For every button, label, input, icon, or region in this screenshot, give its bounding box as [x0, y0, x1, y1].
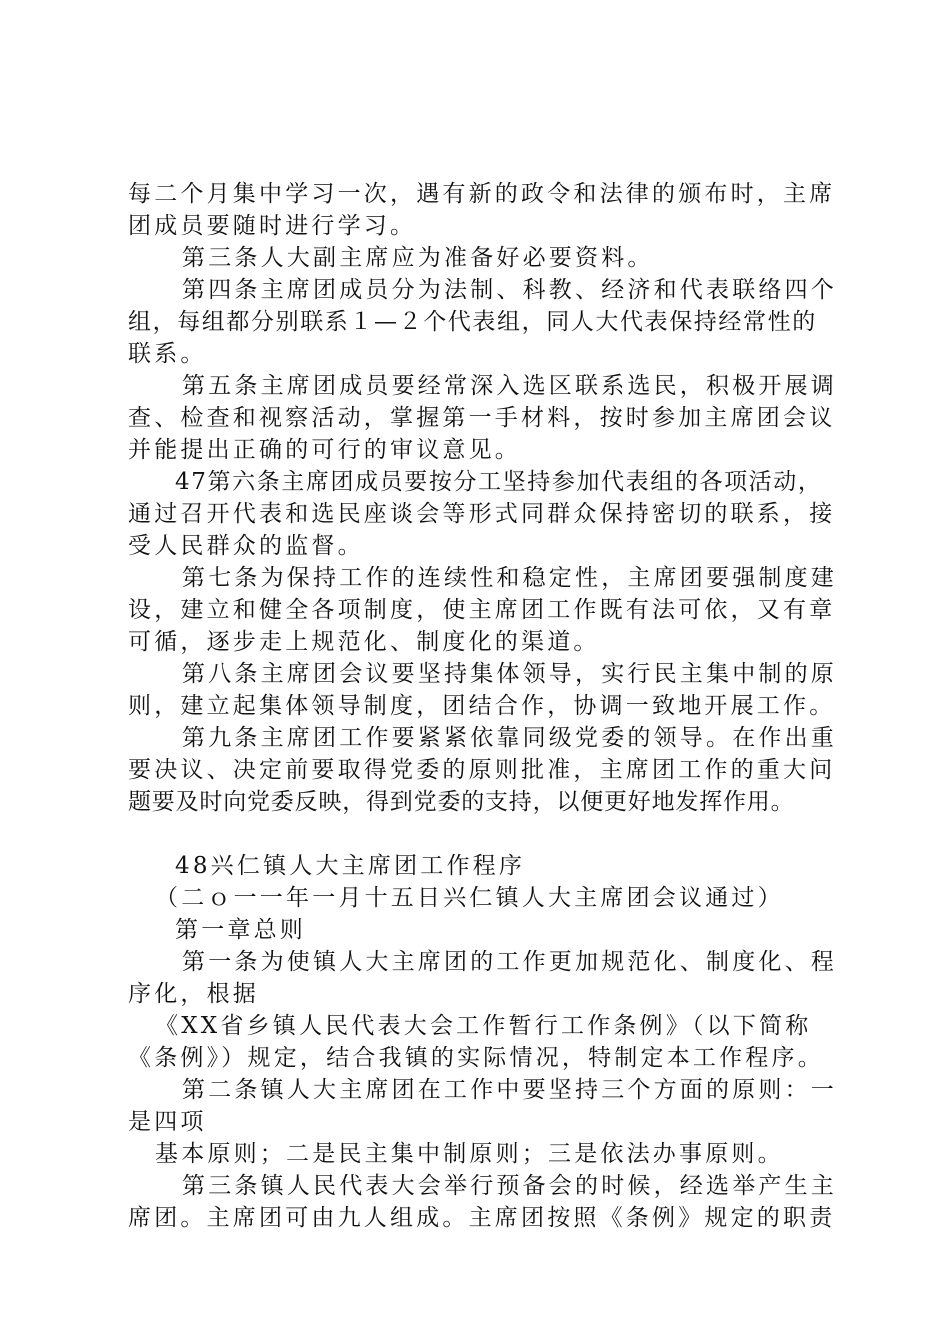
text-line: 第三条镇人民代表大会举行预备会的时候，经选举产生主	[182, 1173, 837, 1199]
text-line: 设，建立和健全各项制度，使主席团工作既有法可依，又有章	[128, 597, 836, 623]
document-subtitle: （二ｏ一一年一月十五日兴仁镇人大主席团会议通过）	[155, 885, 784, 911]
text-line: 第八条主席团会议要坚持集体领导，实行民主集中制的原	[182, 661, 837, 687]
text-line: 每二个月集中学习一次，遇有新的政令和法律的颁布时，主席	[128, 181, 836, 207]
text-line: 要决议、决定前要取得党委的原则批准，主席团工作的重大问	[128, 757, 836, 783]
text-line: 基本原则；二是民主集中制原则；三是依法办事原则。	[155, 1141, 784, 1167]
text-line: 第七条为保持工作的连续性和稳定性，主席团要强制度建	[182, 565, 837, 591]
text-line: 则，建立起集体领导制度，团结合作，协调一致地开展工作。	[128, 693, 836, 719]
text-line: 是四项	[128, 1109, 207, 1135]
text-line: 并能提出正确的可行的审议意见。	[128, 437, 521, 463]
section-heading: 48兴仁镇人大主席团工作程序	[175, 853, 526, 879]
text-line: 可循，逐步走上规范化、制度化的渠道。	[128, 629, 600, 655]
text-line: 团成员要随时进行学习。	[128, 213, 417, 239]
text-line: 题要及时向党委反映，得到党委的支持，以便更好地发挥作用。	[128, 789, 795, 815]
text-line: 通过召开代表和选民座谈会等形式同群众保持密切的联系，接	[128, 501, 836, 527]
text-line: 联系。	[128, 341, 207, 367]
text-line: 席团。主席团可由九人组成。主席团按照《条例》规定的职责	[128, 1205, 836, 1231]
chapter-heading: 第一章总则	[175, 917, 306, 943]
text-line: 《条例》）规定，结合我镇的实际情况，特制定本工作程序。	[128, 1045, 824, 1071]
text-line: 第三条人大副主席应为准备好必要资料。	[182, 245, 654, 271]
text-line: 《XX省乡镇人民代表大会工作暂行工作条例》（以下简称	[155, 1013, 812, 1039]
text-line: 查、检查和视察活动，掌握第一手材料，按时参加主席团会议	[128, 405, 836, 431]
text-line: 序化，根据	[128, 981, 259, 1007]
text-line: 第一条为使镇人大主席团的工作更加规范化、制度化、程	[182, 949, 837, 975]
text-line: 47第六条主席团成员要按分工坚持参加代表组的各项活动，	[175, 469, 823, 495]
text-line: 第九条主席团工作要紧紧依靠同级党委的领导。在作出重	[182, 725, 837, 751]
text-line: 组，每组都分别联系１—２个代表组，同人大代表保持经常性的	[128, 309, 817, 335]
text-line: 第五条主席团成员要经常深入选区联系选民，积极开展调	[182, 373, 837, 399]
text-line: 第二条镇人大主席团在工作中要坚持三个方面的原则：一	[182, 1077, 837, 1103]
text-line: 受人民群众的监督。	[128, 533, 364, 559]
text-line: 第四条主席团成员分为法制、科教、经济和代表联络四个	[182, 277, 837, 303]
